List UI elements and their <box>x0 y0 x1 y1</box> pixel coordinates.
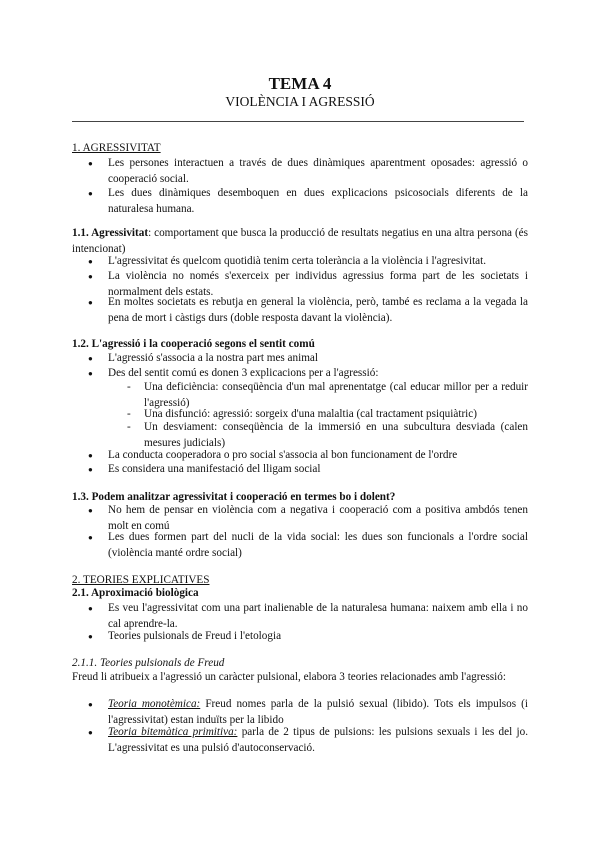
list-item: ● L'agressió s'associa a la nostra part mes animal <box>108 351 528 367</box>
page-title: TEMA 4 <box>268 74 332 93</box>
list-item <box>108 697 528 728</box>
list-item: ● Les persones interactuen a través de dues dinàmiques aparentment oposades: agressió o cooperació social. <box>108 156 528 187</box>
section-1-1-definition-text: : comportament que busca la producció de resultats negatius en una altra persona (és intencionat) <box>72 227 528 255</box>
list-item: ● L'agressivitat és quelcom quotidià tenim certa tolerància a la violència i l'agresivitat. <box>108 254 528 270</box>
list-item: ● No hem de pensar en violència com a negativa i cooperació com a positiva ambdós tenen molt en comú <box>108 503 528 534</box>
theory-term: Teoria bitemàtica primitiva: <box>108 726 238 738</box>
list-item: ● La conducta cooperadora o pro social s'associa al bon funcionament de l'ordre <box>108 448 528 464</box>
theory-text: Freud nomes parla de la pulsió sexual (libido). Tots els impulsos (i l'agressivitat) estan induïts per la libido <box>108 698 528 726</box>
list-item: ● Les dues formen part del nucli de la vida social: les dues son funcionals a l'ordre social (violència manté ordre social) <box>108 530 528 561</box>
dash-item: - Un desviament: conseqüència de la immersió en una subcultura desviada (calen mesures judicials) <box>144 420 528 451</box>
section-2-1-heading: 2.1. Aproximació biològica <box>72 587 199 599</box>
title-divider <box>72 121 524 122</box>
page-subtitle: VIOLÈNCIA I AGRESSIÓ <box>225 94 375 109</box>
section-1-heading: 1. AGRESSIVITAT <box>72 142 161 154</box>
list-item: ● Es veu l'agressivitat com una part inalienable de la naturalesa humana: naixem amb ella i no cal aprendre-la. <box>108 601 528 632</box>
section-1-1-definition <box>72 226 528 257</box>
section-1-3-heading: 1.3. Podem analitzar agressivitat i cooperació en termes bo i dolent? <box>72 491 396 503</box>
section-1-2-heading: 1.2. L'agressió i la cooperació segons el sentit comú <box>72 338 315 350</box>
section-2-1-1-intro: Freud li atribueix a l'agressió un caràcter pulsional, elabora 3 teories relacionades amb l'agressió: <box>72 671 506 683</box>
list-item: ● La violència no només s'exerceix per individus agressius forma part de les societats i normalment dels estats. <box>108 269 528 300</box>
theory-text: parla de 2 tipus de pulsions: les pulsions sexuals i les del jo. L'agressivitat es una pulsió d'autoconservació. <box>108 726 528 754</box>
dash-item: - Una disfunció: agressió: sorgeix d'una malaltia (cal tractament psiquiàtric) <box>144 407 528 423</box>
dash-item: - Una deficiència: conseqüència d'un mal aprenentatge (cal educar millor per a reduir l'agressió) <box>144 380 528 411</box>
theory-term: Teoria monotèmica: <box>108 698 201 710</box>
list-item: ● En moltes societats es rebutja en general la violència, però, també es reclama a la vegada la pena de mort i càstigs durs (doble resposta davant la violència). <box>108 295 528 326</box>
list-item <box>108 725 528 756</box>
list-item: ● Teories pulsionals de Freud i l'etologia <box>108 629 528 645</box>
section-1-1-term: 1.1. Agressivitat <box>72 227 149 239</box>
list-item: ● Es considera una manifestació del lligam social <box>108 462 528 478</box>
list-item: ● Des del sentit comú es donen 3 explicacions per a l'agressió: <box>108 366 528 382</box>
section-2-heading: 2. TEORIES EXPLICATIVES <box>72 574 210 586</box>
list-item: ● Les dues dinàmiques desemboquen en dues explicacions psicosocials diferents de la naturalesa humana. <box>108 186 528 217</box>
section-2-1-1-heading: 2.1.1. Teories pulsionals de Freud <box>72 657 225 669</box>
